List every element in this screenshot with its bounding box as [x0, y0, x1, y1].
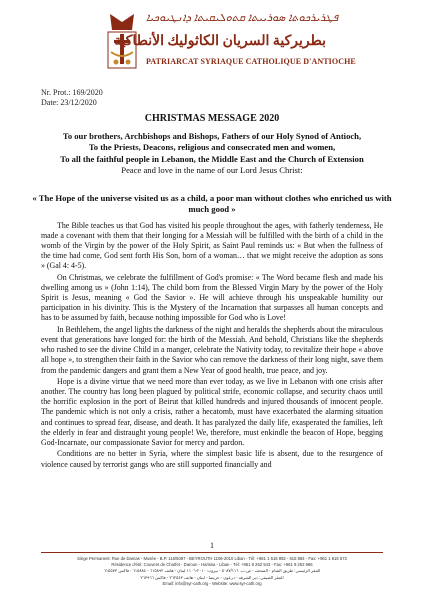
letterhead — [0, 0, 424, 84]
footer-line: Siège Permanent: Rue de Damas - Musée - B.P. 116/5087 - BEYROUTH 1106-2010 Liban - Tél: +961 1 615 892 - 615 884 - Fax: +961 1 615 573 — [77, 556, 347, 561]
paragraph: Conditions are no better in Syria, where the simplest basic life is absent, due to the resurgence of violence caused by terrorist gangs who are still supported financially and — [41, 449, 383, 469]
footer-line: Email: info@syr-cath.org - Website: www.syr-cath.org — [162, 580, 262, 586]
paragraph: In Bethlehem, the angel lights the darkness of the night and heralds the shepherds about the miraculous event that generations have longed for: the birth of the Messiah. And behold, Christians like the shepherds who rushed to see the divine Child in a manger, celebrate the Nativity today, to revitalize their hope « above all hope », to strengthen their faith in the Savior who can remove the darkness of their long night, save them from the pandemic dangers and grant them a New Year of good health, true peace, and joy. — [41, 325, 383, 375]
footer-contact — [30, 556, 394, 587]
header-arabic-title: بطريركية السريان الكاثوليك الأنطاكية — [114, 34, 326, 49]
message-body — [41, 221, 383, 471]
paragraph: Hope is a divine virtue that we need more than ever today, as we live in Lebanon with one crisis after another. The country has long been plagued by political strife, economic collapse, and security chaos until the horrific explosion in the port of Beirut that killed hundreds and injured thousands of innocent people. The pandemic which is not only a crisis, rather a hecatomb, must have exacerbated the alarming situation and continues to spread fear, disease, and death. It has paralyzed the daily life, exasperated the families, left the elderly in fear and distraught young people! We, therefore, must enkindle the beacon of Hope, begging God-Incarnate, our compassionate Savior for mercy and pardon. — [41, 377, 383, 447]
salutation-line: To all the faithful people in Lebanon, the Middle East and the Church of Extension — [60, 153, 364, 164]
paragraph: On Christmas, we celebrate the fulfillment of God's promise: « The Word became flesh and made his dwelling among us » (John 1:14), The child born from the Blessed Virgin Mary by the power of the Holy Spirit is Jesus, meaning « God the Savior ». He will achieve through his unspeakable humility our participation in his divinity. This is the Mystery of the Incarnation that surpasses all human concepts and has to be assumed by faith, because nothing impossible for God who is Love! — [41, 273, 383, 323]
salutation-line: To the Priests, Deacons, religious and consecrated men and women, — [88, 142, 336, 153]
footer-line: المقر الرئيسي: طريق الشام - المتحف - ص.ب. ٥٠٨٧/١١٦ - بيروت ٢٠١٠-١١٠٦ لبنان - هاتف ٦١٥٨٩٢ - ٦١٥٨٨٤ - فاكس ٦١٥٥٧٣ — [103, 568, 321, 574]
salutation — [30, 131, 394, 177]
document-date: Date: 23/12/2020 — [41, 98, 97, 107]
theme-quote: « The Hope of the universe visited us as a child, a poor man without clothes who enriched us with much good » — [32, 193, 392, 215]
footer-line: Résidence d'été: Couvent de Charfet - Daroun - Harissa - Liban - Tél: +961 9 262 543 - Fax: +961 9 263 966 — [111, 562, 313, 568]
footer-divider — [41, 552, 383, 553]
footer-line: المقر الصيفي: دير الشرفة - درعون - حريصا - لبنان - هاتف ٢٦٢٥٤٣ - فاكس ٢٦٣٩٦٦ — [140, 574, 284, 580]
salutation-line: To our brothers, Archbishops and Bishops, Fathers of our Holy Synod of Antioch, — [62, 131, 362, 141]
greeting-line: Peace and love in the name of our Lord Jesus Christ: — [121, 165, 303, 176]
document-title: CHRISTMAS MESSAGE 2020 — [144, 113, 280, 124]
header-syriac-title: ܦܛܪܝܪܟܘܬܐ ܣܘܪܝܝܬܐ ܩܬܘܠܝܩܝܬܐ ܕܐܢܛܝܘܟܝܐ — [146, 12, 339, 24]
protocol-number: Nr. Prot.: 169/2020 — [41, 88, 103, 97]
header-french-title: PATRIARCAT SYRIAQUE CATHOLIQUE D'ANTIOCHE — [146, 57, 356, 66]
paragraph: The Bible teaches us that God has visited his people throughout the ages, with fatherly tenderness, He made a covenant with them that their longing for a Messiah will be fulfilled with the birth of a child in the womb of the Virgin by the power of the Holy Spirit, as Saint Paul reminds us: « But when the fullness of the time had come, God sent forth His Son, born of a woman… that we might receive the adoption as sons » (Gal 4: 4-5). — [41, 221, 383, 271]
page-number: 1 — [210, 541, 214, 550]
